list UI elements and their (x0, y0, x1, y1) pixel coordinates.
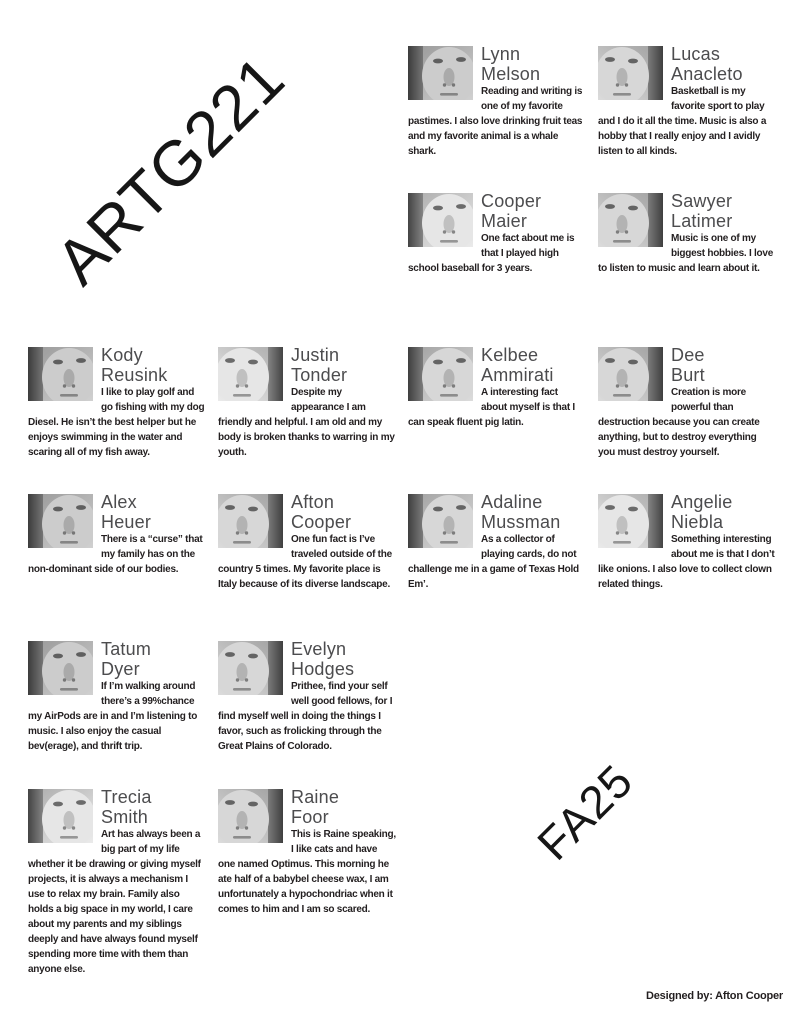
student-bio: Art has always been a big part of my life whether it be drawing or giving myself projects, it is always a mechanism I use to relax my brain. Family also holds a big space in my world, I care about my parents and my siblings deeply and have always found myself spending more time with them than anyone else. (28, 829, 201, 975)
design-credit: Designed by: Afton Cooper (646, 990, 783, 1002)
student-photo (598, 347, 663, 401)
student-last-name: Tonder (291, 365, 348, 385)
student-bio: This is Raine speaking, I like cats and have one named Optimus. This morning he ate half of a babybel cheese wax, I am unfortunately a hypochondriac when it comes to him and I am so scared. (218, 829, 396, 915)
student-first-name: Kody (101, 345, 143, 365)
student-bio: I like to play golf and go fishing with my dog Diesel. He isn’t the best helper but he enjoys swimming in the water and scaring all of my fish away. (28, 387, 205, 458)
student-bio: There is a “curse” that my family has on the non-dominant side of our bodies. (28, 534, 203, 575)
student-photo (28, 494, 93, 548)
student-photo (218, 641, 283, 695)
student-last-name: Mussman (481, 512, 561, 532)
face-photo-placeholder (28, 789, 93, 843)
student-card (218, 787, 396, 977)
student-card (598, 492, 776, 639)
student-card (218, 345, 396, 492)
student-first-name: Trecia (101, 787, 152, 807)
face-photo-placeholder (218, 347, 283, 401)
face-photo-placeholder (408, 193, 473, 247)
face-photo-placeholder (218, 789, 283, 843)
student-photo (598, 494, 663, 548)
student-photo (408, 46, 473, 100)
student-photo (28, 789, 93, 843)
face-photo-placeholder (598, 347, 663, 401)
student-card (598, 345, 776, 492)
student-card (218, 639, 396, 787)
student-bio: Something interesting about me is that I don’t like onions. I also love to collect clown related things. (598, 534, 775, 590)
student-bio: Reading and writing is one of my favorite pastimes. I also love drinking fruit teas and my favorite animal is a whale shark. (408, 86, 583, 157)
student-bio: Despite my appearance I am friendly and helpful. I am old and my body is broken thanks to warring in my youth. (218, 387, 395, 458)
student-first-name: Dee (671, 345, 705, 365)
student-last-name: Anacleto (671, 64, 743, 84)
student-bio: A interesting fact about myself is that I can speak fluent pig latin. (408, 387, 575, 428)
student-card (408, 345, 586, 492)
student-card (408, 492, 586, 639)
student-photo (218, 347, 283, 401)
face-photo-placeholder (408, 46, 473, 100)
student-first-name: Evelyn (291, 639, 347, 659)
student-last-name: Ammirati (481, 365, 554, 385)
student-first-name: Kelbee (481, 345, 539, 365)
student-last-name: Smith (101, 807, 149, 827)
student-bio: If I’m walking around there’s a 99%chance my AirPods are in and I’m listening to music. I also enjoy the casual bev(erage), and thrift trip. (28, 681, 198, 752)
student-card (28, 492, 206, 639)
face-photo-placeholder (218, 494, 283, 548)
student-grid (28, 44, 776, 977)
student-first-name: Raine (291, 787, 340, 807)
student-first-name: Cooper (481, 191, 542, 211)
student-photo (598, 46, 663, 100)
student-last-name: Hodges (291, 659, 355, 679)
face-photo-placeholder (28, 641, 93, 695)
student-photo (408, 193, 473, 247)
student-first-name: Angelie (671, 492, 733, 512)
student-first-name: Adaline (481, 492, 543, 512)
student-bio: As a collector of playing cards, do not challenge me in a game of Texas Hold Em’. (408, 534, 579, 590)
student-last-name: Niebla (671, 512, 724, 532)
student-first-name: Tatum (101, 639, 152, 659)
student-bio: Basketball is my favorite sport to play and I do it all the time. Music is also a hobby that I really enjoy and I avidly listen to all kinds. (598, 86, 767, 157)
student-card (28, 787, 206, 977)
term-title: FA25 (527, 754, 643, 870)
face-photo-placeholder (408, 347, 473, 401)
student-card (598, 191, 776, 345)
face-photo-placeholder (598, 46, 663, 100)
student-photo (218, 789, 283, 843)
course-code-title: ARTG221 (41, 41, 299, 299)
student-card (218, 492, 396, 639)
student-last-name: Burt (671, 365, 705, 385)
student-card (598, 44, 776, 191)
student-bio: Prithee, find your self well good fellows, for I find myself well in doing the things I favor, such as frolicking through the Great Plains of Colorado. (218, 681, 393, 752)
student-bio: One fact about me is that I played high school baseball for 3 years. (408, 233, 575, 274)
student-last-name: Heuer (101, 512, 152, 532)
student-last-name: Dyer (101, 659, 140, 679)
student-last-name: Maier (481, 211, 528, 231)
face-photo-placeholder (28, 347, 93, 401)
student-last-name: Foor (291, 807, 329, 827)
student-photo (408, 494, 473, 548)
face-photo-placeholder (598, 494, 663, 548)
student-bio: Creation is more powerful than destruction because you can create anything, but to destroy everything you must destroy yourself. (598, 387, 760, 458)
student-last-name: Latimer (671, 211, 733, 231)
student-first-name: Afton (291, 492, 335, 512)
student-bio: One fun fact is I’ve traveled outside of the country 5 times. My favorite place is Italy because of its diverse landscape. (218, 534, 392, 590)
student-card (28, 639, 206, 787)
student-photo (28, 641, 93, 695)
student-first-name: Justin (291, 345, 340, 365)
student-card (28, 345, 206, 492)
student-last-name: Melson (481, 64, 541, 84)
student-photo (218, 494, 283, 548)
student-card (408, 44, 586, 191)
student-bio: Music is one of my biggest hobbies. I love to listen to music and learn about it. (598, 233, 774, 274)
student-photo (598, 193, 663, 247)
face-photo-placeholder (28, 494, 93, 548)
student-last-name: Reusink (101, 365, 168, 385)
face-photo-placeholder (218, 641, 283, 695)
student-card (408, 191, 586, 345)
student-first-name: Lynn (481, 44, 521, 64)
student-last-name: Cooper (291, 512, 352, 532)
student-first-name: Sawyer (671, 191, 733, 211)
student-first-name: Alex (101, 492, 137, 512)
student-photo (28, 347, 93, 401)
face-photo-placeholder (408, 494, 473, 548)
face-photo-placeholder (598, 193, 663, 247)
student-first-name: Lucas (671, 44, 721, 64)
student-photo (408, 347, 473, 401)
